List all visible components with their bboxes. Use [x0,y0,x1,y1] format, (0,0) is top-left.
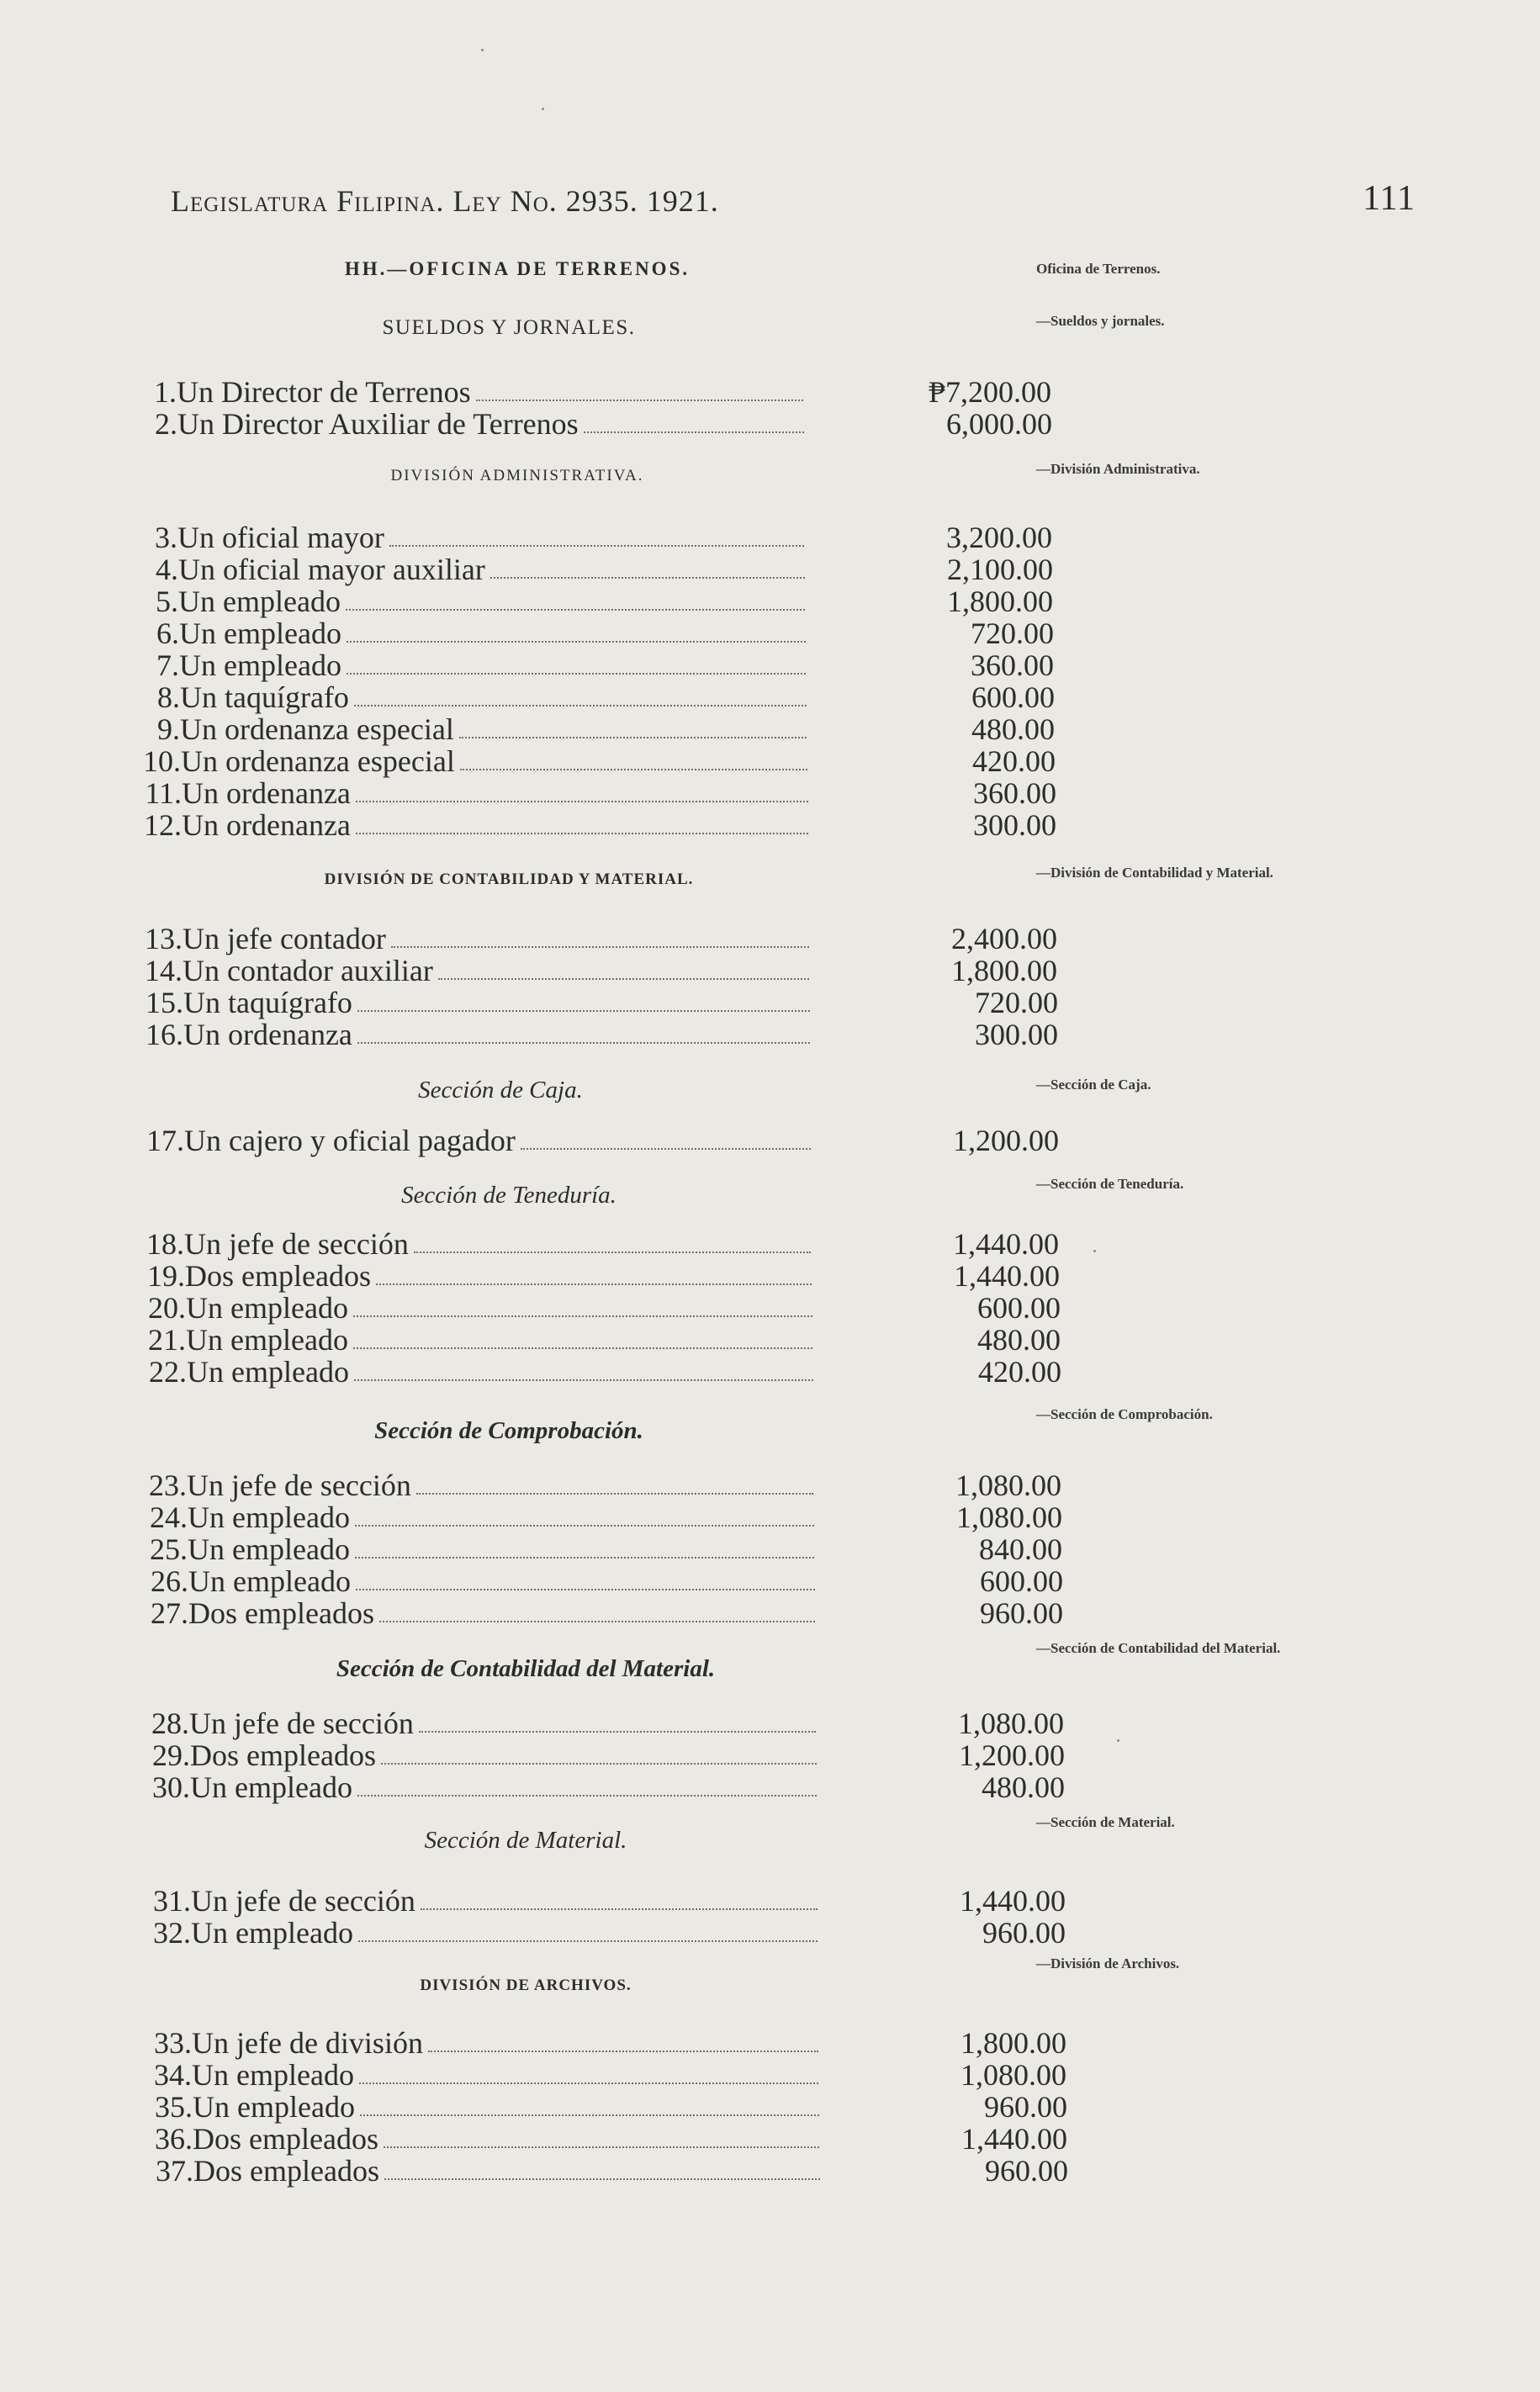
item-amount: 1,080.00 [955,1469,1061,1502]
margin-note: —Sección de Teneduría. [1036,1176,1184,1192]
line-item [13,1706,1064,1738]
paper-speck [1093,1250,1096,1252]
page-number: 111 [1363,179,1416,218]
item-amount: 600.00 [977,1291,1061,1325]
dot-leader [353,1347,812,1349]
line-item [11,1500,1062,1532]
item-description: Un empleado [188,1532,350,1566]
item-amount: 960.00 [982,1916,1066,1950]
item-amount: 600.00 [980,1564,1063,1598]
item-description: Un ordenanza [182,776,351,810]
item-number: 13. [145,922,183,955]
item-description: Un Director Auxiliar de Terrenos [177,407,579,441]
item-number: 5. [156,585,178,618]
dot-leader [354,705,807,706]
item-amount: 480.00 [971,712,1055,746]
item-description: Dos empleados [190,1738,376,1772]
line-item [13,1770,1065,1802]
line-item [5,775,1056,810]
dot-leader [357,1010,810,1012]
dot-leader [379,1621,815,1622]
line-item [3,712,1055,744]
item-number: 34. [154,2058,192,2092]
item-amount: 600.00 [971,680,1055,714]
item-description: Un jefe de sección [184,1227,409,1261]
item-number: 31. [153,1884,191,1918]
item-number: 9. [157,712,180,746]
item-description: Dos empleados [193,2122,378,2156]
item-amount: 1,080.00 [958,1707,1064,1740]
dot-leader [490,577,805,579]
margin-note: —División Administrativa. [1036,461,1200,477]
item-amount: ₱7,200.00 [928,375,1051,409]
item-amount: 360.00 [973,776,1056,810]
margin-note: —Sueldos y jornales. [1036,313,1165,329]
line-item [1,520,1052,552]
dot-leader [356,833,808,834]
dot-leader [353,1315,812,1317]
item-description: Un empleado [190,1770,352,1804]
dot-leader [355,1557,814,1559]
item-amount: 420.00 [978,1355,1061,1389]
item-description: Un Director de Terrenos [177,375,471,409]
dot-leader [384,2146,819,2148]
item-amount: 2,400.00 [951,922,1057,955]
section-heading: DIVISIÓN DE CONTABILIDAD Y MATERIAL. [324,871,694,888]
item-number: 35. [155,2090,193,2124]
item-amount: 6,000.00 [946,407,1052,441]
item-description: Un empleado [192,2058,354,2092]
item-number: 36. [155,2122,193,2156]
item-number: 11. [145,776,182,810]
item-number: 2. [155,407,177,441]
line-item [3,616,1054,648]
item-amount: 840.00 [979,1532,1062,1566]
item-number: 12. [144,808,182,842]
dot-leader [354,1379,813,1381]
item-description: Un ordenanza especial [181,744,455,778]
line-item [0,374,1051,409]
office-title: HH.—OFICINA DE TERRENOS. [344,258,691,279]
item-number: 23. [149,1469,187,1502]
item-number: 7. [156,648,179,682]
item-number: 26. [151,1564,188,1598]
item-number: 30. [152,1770,190,1804]
item-description: Un cajero y oficial pagador [184,1124,516,1157]
dot-leader [391,946,809,948]
item-number: 25. [150,1532,188,1566]
item-amount: 360.00 [971,648,1054,682]
item-description: Un empleado [179,648,341,682]
item-description: Un empleado [178,585,341,618]
item-number: 1. [154,375,177,409]
dot-leader [384,2178,820,2180]
margin-note: —División de Archivos. [1036,1955,1180,1971]
item-amount: 3,200.00 [946,521,1052,554]
section-heading: DIVISIÓN DE ARCHIVOS. [420,1977,632,1994]
item-description: Un jefe de sección [187,1469,411,1502]
item-number: 21. [148,1323,186,1357]
item-description: Un taquígrafo [183,986,352,1019]
line-item [15,2057,1066,2092]
dot-leader [359,2082,818,2084]
line-item [5,807,1056,842]
item-number: 24. [150,1500,188,1534]
item-amount: 1,080.00 [956,1500,1062,1534]
paper-speck [1117,1739,1119,1742]
item-amount: 960.00 [984,2090,1067,2124]
item-description: Un jefe de división [192,2026,423,2060]
dot-leader [376,1283,812,1285]
item-number: 14. [145,954,183,987]
item-amount: 1,080.00 [961,2058,1066,2092]
dot-leader [355,1525,814,1527]
line-item [8,1226,1059,1261]
item-description: Un jefe de sección [189,1707,414,1740]
item-description: Un oficial mayor auxiliar [178,553,485,586]
item-number: 27. [151,1596,188,1630]
dot-leader [414,1252,811,1253]
section-heading: Sección de Material. [424,1827,627,1854]
item-description: Dos empleados [185,1259,371,1293]
dot-leader [357,1795,817,1797]
item-description: Un ordenanza [183,1018,352,1051]
item-amount: 960.00 [980,1596,1063,1630]
dot-leader [346,609,805,611]
item-number: 4. [156,553,178,586]
paper-speck [542,108,544,110]
section-heading: DIVISIÓN ADMINISTRATIVA. [390,467,644,484]
item-amount: 1,440.00 [961,2122,1067,2156]
margin-note: —Sección de Contabilidad del Material. [1036,1640,1281,1656]
item-amount: 420.00 [972,744,1056,778]
line-item [11,1532,1062,1564]
running-title: Legislatura Filipina. Ley No. 2935. 1921. [171,184,719,218]
line-item [8,1123,1059,1155]
item-amount: 720.00 [975,986,1058,1019]
item-description: Un taquígrafo [180,680,349,714]
item-description: Un empleado [191,1916,353,1950]
item-description: Un jefe contador [183,922,386,955]
margin-note: —Sección de Material. [1036,1814,1175,1830]
item-number: 29. [152,1738,190,1772]
item-number: 15. [146,986,183,1019]
dot-leader [459,737,807,738]
line-item [10,1468,1061,1500]
item-number: 19. [147,1259,185,1293]
item-amount: 480.00 [982,1770,1065,1804]
item-amount: 1,800.00 [961,2026,1066,2060]
item-amount: 300.00 [973,808,1056,842]
item-amount: 300.00 [975,1018,1058,1051]
dot-leader [347,641,806,643]
item-description: Un empleado [193,2090,355,2124]
paper-speck [481,49,484,51]
item-amount: 1,440.00 [953,1227,1059,1261]
line-item [14,1883,1066,1918]
line-item [2,552,1053,584]
item-number: 3. [155,521,177,554]
line-item [13,1738,1065,1770]
line-item [8,1258,1060,1293]
line-item [10,1354,1061,1389]
item-number: 28. [151,1707,189,1740]
section-heading: Sección de Contabilidad del Material. [336,1655,716,1682]
line-item [7,1017,1058,1049]
line-item [12,1596,1063,1630]
line-item [16,2089,1067,2124]
dot-leader [357,1042,810,1044]
item-amount: 1,800.00 [947,585,1053,618]
dot-leader [584,431,804,433]
item-description: Un ordenanza [182,808,351,842]
item-description: Un empleado [179,617,341,650]
item-amount: 720.00 [971,617,1054,650]
item-description: Un ordenanza especial [180,712,454,746]
line-item [15,2025,1066,2060]
item-number: 17. [146,1124,184,1157]
section-heading: Sección de Comprobación. [374,1417,643,1444]
item-description: Dos empleados [193,2154,379,2188]
item-description: Un empleado [186,1291,348,1325]
item-amount: 2,100.00 [947,553,1053,586]
item-description: Un empleado [188,1564,351,1598]
dot-leader [428,2051,818,2052]
item-amount: 1,440.00 [960,1884,1066,1918]
item-description: Un empleado [187,1355,349,1389]
item-number: 8. [157,680,180,714]
dot-leader [360,2114,819,2116]
line-item [1,406,1052,441]
dot-leader [389,545,804,547]
salaries-subtitle: SUELDOS Y JORNALES. [382,316,636,339]
item-number: 6. [156,617,179,650]
section-heading: Sección de Caja. [418,1077,583,1103]
line-item [4,744,1056,778]
line-item [7,985,1058,1017]
line-item [12,1564,1063,1596]
dot-leader [476,400,803,401]
item-description: Un oficial mayor [177,521,384,554]
line-item [9,1322,1061,1357]
margin-note: Oficina de Terrenos. [1036,261,1161,277]
dot-leader [460,769,807,770]
line-item [6,921,1057,953]
item-amount: 1,800.00 [951,954,1057,987]
line-item [16,2121,1067,2156]
dot-leader [419,1731,816,1733]
item-description: Un empleado [186,1323,348,1357]
dot-leader [421,1908,818,1910]
running-header [171,179,1416,225]
line-item [14,1915,1066,1950]
item-description: Un empleado [188,1500,350,1534]
item-description: Un contador auxiliar [183,954,433,987]
line-item [6,953,1057,985]
item-description: Un jefe de sección [191,1884,415,1918]
dot-leader [381,1763,817,1765]
line-item [2,584,1053,616]
line-item [17,2153,1068,2188]
margin-note: —División de Contabilidad y Material. [1036,865,1273,881]
item-number: 20. [148,1291,186,1325]
dot-leader [438,978,809,980]
item-amount: 480.00 [977,1323,1061,1357]
line-item [9,1290,1061,1325]
item-number: 10. [143,744,181,778]
item-number: 32. [153,1916,191,1950]
item-number: 18. [146,1227,184,1261]
dot-leader [347,673,806,675]
dot-leader [358,1940,818,1942]
item-amount: 1,200.00 [959,1738,1065,1772]
margin-note: —Sección de Comprobación. [1036,1406,1213,1422]
item-amount: 960.00 [985,2154,1068,2188]
dot-leader [356,801,808,802]
dot-leader [521,1148,811,1150]
section-heading: Sección de Teneduría. [401,1182,617,1209]
item-number: 37. [156,2154,193,2188]
margin-note: —Sección de Caja. [1036,1077,1151,1093]
item-number: 22. [149,1355,187,1389]
item-number: 16. [146,1018,183,1051]
dot-leader [356,1589,815,1590]
line-item [3,680,1055,712]
item-amount: 1,200.00 [953,1124,1059,1157]
line-item [3,648,1054,680]
item-description: Dos empleados [188,1596,374,1630]
dot-leader [416,1493,813,1495]
item-number: 33. [154,2026,192,2060]
item-amount: 1,440.00 [954,1259,1060,1293]
